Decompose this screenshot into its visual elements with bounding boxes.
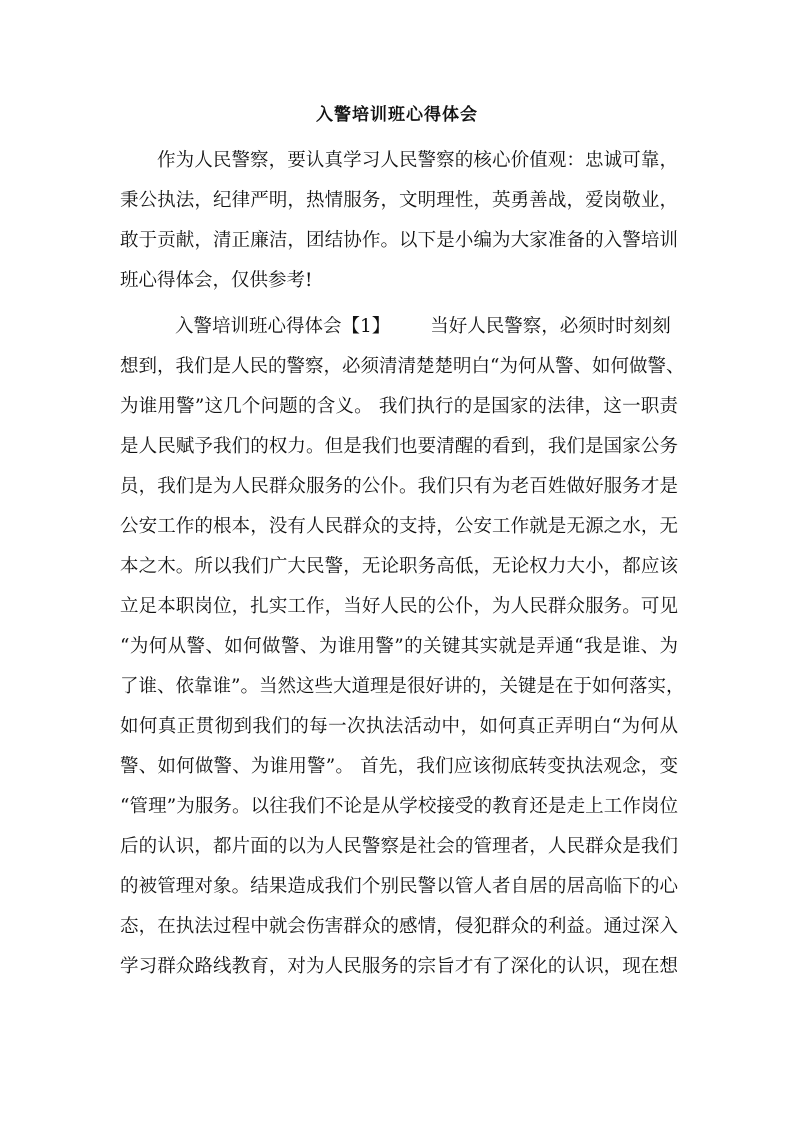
body-line-16: 学习群众路线教育，对为人民服务的宗旨才有了深化的认识，现在想: [120, 956, 678, 977]
intro-line-2: 秉公执法，纪律严明，热情服务，文明理性，英勇善战，爱岗敬业，: [120, 190, 678, 211]
body-line-9: 了谁、依靠谁”。当然这些大道理是很好讲的，关键是在于如何落实，: [120, 676, 685, 697]
section-first-line-text: 当好人民警察，必须时时刻刻: [430, 316, 671, 337]
body-line-14: 的被管理对象。结果造成我们个别民警以管人者自居的居高临下的心: [120, 876, 678, 897]
body-line-2: 为谁用警”这几个问题的含义。 我们执行的是国家的法律，这一职责: [120, 396, 678, 417]
document-title: 入警培训班心得体会: [316, 105, 478, 125]
body-line-3: 是人民赋予我们的权力。但是我们也要清醒的看到，我们是国家公务: [120, 436, 678, 457]
body-line-4: 员，我们是为人民群众服务的公仆。我们只有为老百姓做好服务才是: [120, 476, 678, 497]
intro-line-4: 班心得体会，仅供参考!: [120, 270, 313, 291]
intro-line-3: 敢于贡献，清正廉洁，团结协作。以下是小编为大家准备的入警培训: [120, 230, 678, 251]
body-line-5: 公安工作的根本，没有人民群众的支持，公安工作就是无源之水，无: [120, 516, 678, 537]
body-line-8: “为何从警、如何做警、为谁用警”的关键其实就是弄通“我是谁、为: [120, 636, 678, 657]
body-line-11: 警、如何做警、为谁用警”。 首先，我们应该彻底转变执法观念，变: [120, 756, 678, 777]
body-line-13: 后的认识，都片面的以为人民警察是社会的管理者，人民群众是我们: [120, 836, 678, 857]
body-line-12: “管理”为服务。以往我们不论是从学校接受的教育还是走上工作岗位: [120, 796, 678, 817]
body-line-10: 如何真正贯彻到我们的每一次执法活动中，如何真正弄明白“为何从: [120, 716, 678, 737]
body-line-1: 想到，我们是人民的警察，必须清清楚楚明白“为何从警、如何做警、: [120, 356, 685, 377]
body-line-15: 态，在执法过程中就会伤害群众的感情，侵犯群众的利益。通过深入: [120, 916, 678, 937]
section-heading: 入警培训班心得体会【1】: [175, 316, 391, 337]
section-first-line: [120, 312, 678, 342]
body-line-7: 立足本职岗位，扎实工作，当好人民的公仆，为人民群众服务。可见: [120, 596, 678, 617]
intro-line-1: 作为人民警察，要认真学习人民警察的核心价值观：忠诚可靠，: [157, 150, 678, 171]
body-line-6: 本之木。所以我们广大民警，无论职务高低，无论权力大小，都应该: [120, 556, 678, 577]
